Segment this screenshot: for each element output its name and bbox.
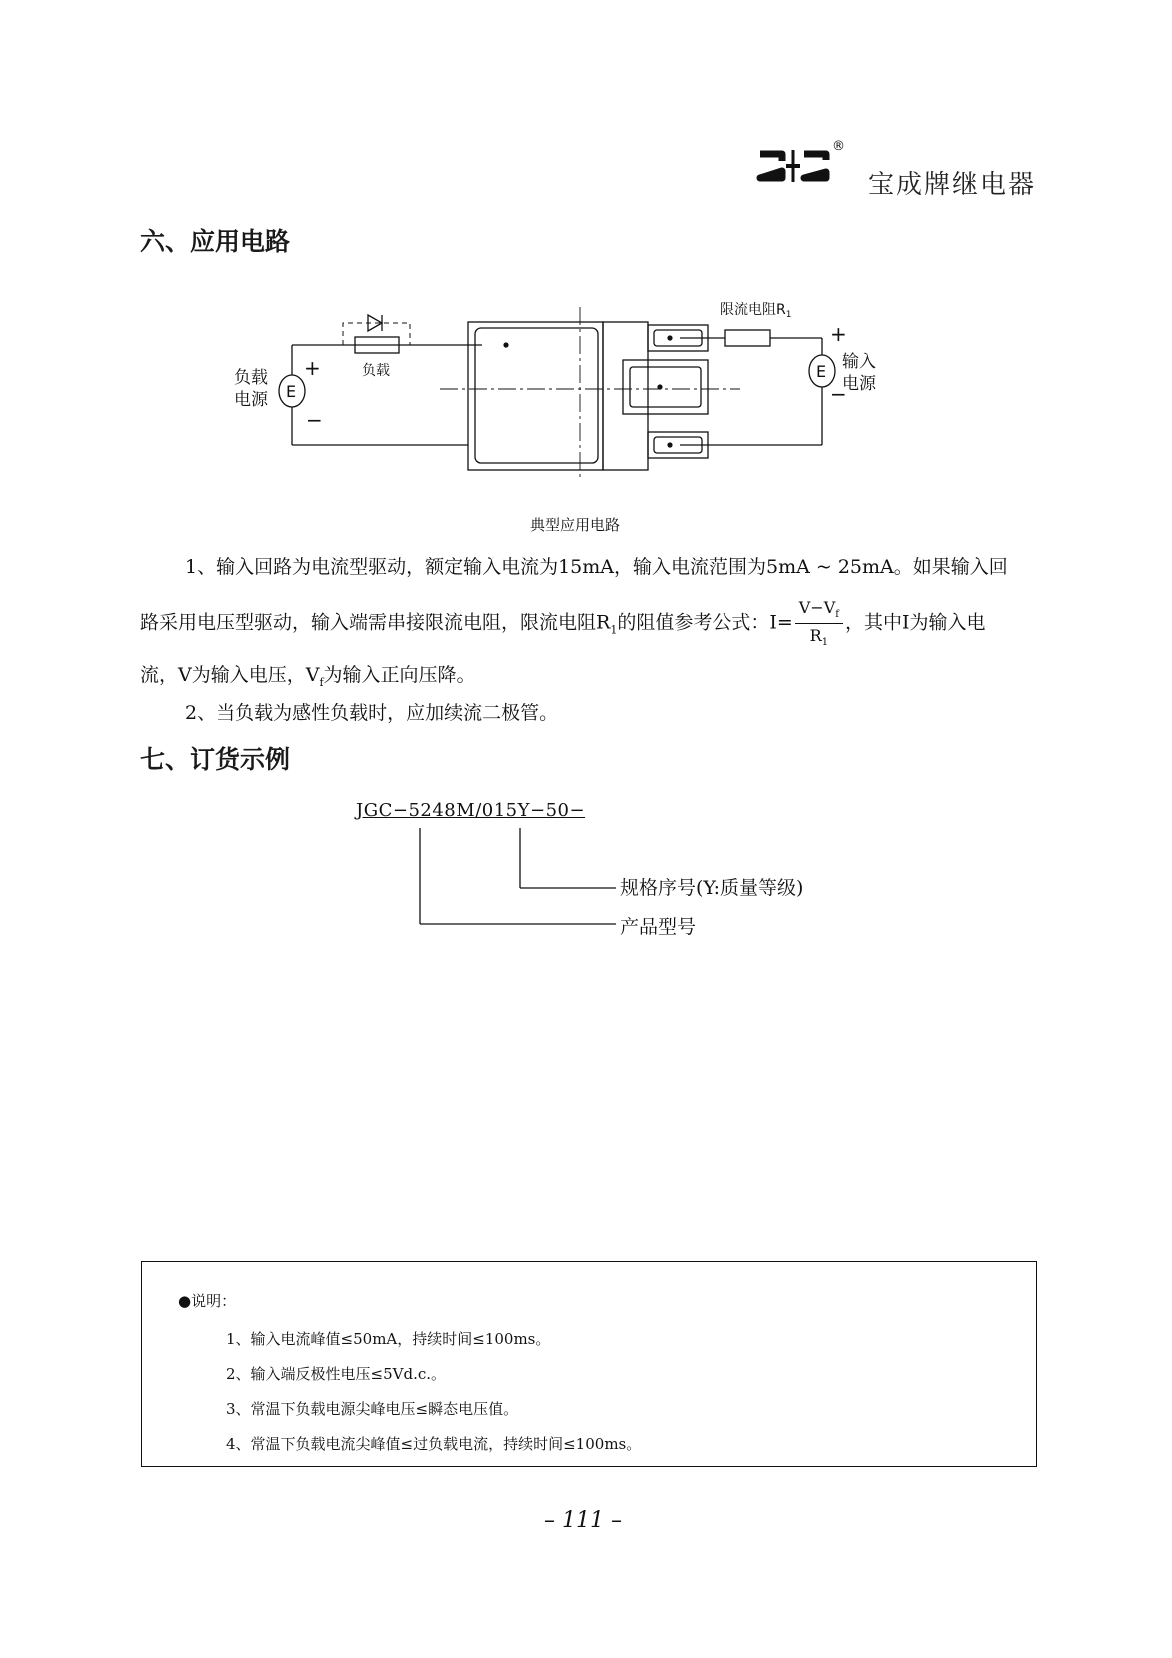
input-source-label-1: 输入: [842, 352, 876, 372]
note-item: 4、常温下负载电流尖峰值≤过负载电流，持续时间≤100ms。: [226, 1435, 642, 1453]
input-source-symbol: E: [816, 362, 827, 381]
input-plus: +: [830, 322, 847, 346]
relay-input-block: [603, 322, 648, 470]
current-limit-label: 限流电阻$R_1$: [720, 302, 792, 320]
load-label: 负载: [362, 363, 390, 379]
load-source-symbol: E: [286, 382, 297, 401]
typical-circuit-diagram: [234, 295, 880, 485]
load-source-label-1: 负载: [234, 368, 268, 388]
notes-box: [141, 1261, 1037, 1467]
paragraph-1: 1、输入回路为电流型驱动，额定输入电流为15mA，输入电流范围为5mA ~ 25mA。如果输入回: [185, 556, 1008, 578]
order-diagram-lines: [340, 800, 640, 930]
load-plus: +: [304, 356, 321, 380]
load-minus: −: [306, 408, 323, 432]
model-code: JGC−5248M/015Y−50−: [356, 800, 586, 821]
notes-title: ●说明：: [178, 1292, 237, 1310]
output-pin: [623, 360, 708, 414]
paragraph-4: 2、当负载为感性负载时，应加续流二极管。: [185, 702, 559, 724]
bc-logo-icon: [748, 136, 848, 196]
paragraph-2: 路采用电压型驱动，输入端需串接限流电阻，限流电阻$R_1$的阻值参考公式：I= $\frac{V-V_f}{R_1}$ ，其中I为输入电: [140, 598, 986, 649]
note-item: 1、输入电流峰值≤50mA，持续时间≤100ms。: [226, 1330, 551, 1348]
model-label: 产品型号: [620, 916, 697, 938]
spec-label: 规格序号(Y:质量等级): [620, 877, 804, 899]
section7-heading: 七、订货示例: [140, 745, 291, 774]
load-source-label-2: 电源: [234, 390, 268, 410]
formula: $\frac{V-V_f}{R_1}$: [795, 598, 843, 649]
section6-heading: 六、应用电路: [140, 227, 291, 256]
brand-name: 宝成牌继电器: [868, 170, 1037, 200]
note-item: 2、输入端反极性电压≤5Vd.c.。: [226, 1365, 447, 1383]
brand-logo: [748, 136, 848, 200]
circuit-caption: 典型应用电路: [530, 516, 621, 534]
svg-text:®: ®: [832, 139, 845, 154]
paragraph-3: 流，V为输入电压，$V_f$为输入正向压降。: [140, 664, 476, 689]
current-limit-resistor: [725, 330, 770, 346]
relay-body: [468, 322, 603, 470]
input-minus: −: [830, 382, 847, 406]
note-item: 3、常温下负载电源尖峰电压≤瞬态电压值。: [226, 1400, 519, 1418]
input-source-label-2: 电源: [842, 374, 876, 394]
page-number: – 111 –: [544, 1508, 622, 1533]
